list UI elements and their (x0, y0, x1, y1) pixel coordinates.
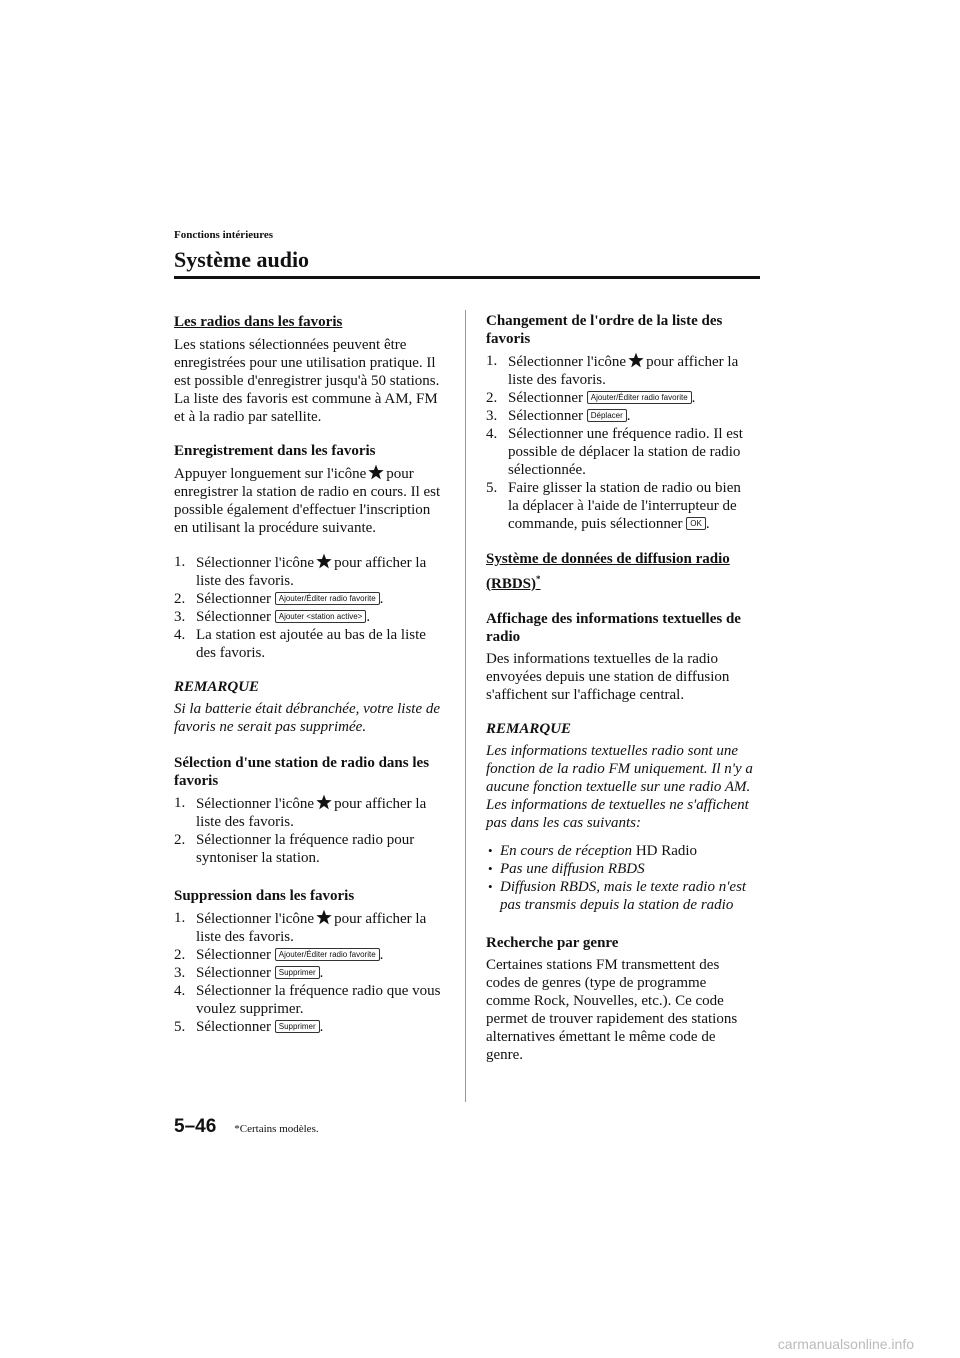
left-column (174, 312, 442, 1052)
genre-para: Certaines stations FM transmettent des codes de genres (type de programme comme Rock, Nouvelles, etc.). Ce code permet de trouver rapidement des stations alternatives émettant le même code de genre. (486, 957, 738, 1063)
note-bullets (486, 842, 754, 914)
list-item: 3. Sélectionner Ajouter <station active> . (174, 609, 371, 625)
favorites-intro: Les stations sélectionnées peuvent être enregistrées pour une utilisation pratique. Il est possible d'enregistrer jusqu'à 50 stations. La liste des favoris est commune à AM, FM et à la radio par satellite. (174, 337, 440, 425)
delete-button[interactable]: Supprimer (275, 966, 320, 979)
right-column (486, 312, 754, 1080)
list-item: • Diffusion RBDS, mais le texte radio n'est pas transmis depuis la station de radio (488, 879, 747, 913)
list-item: 1. Sélectionner l'icône pour afficher la liste des favoris. (174, 910, 427, 945)
page-footer (174, 1116, 319, 1138)
heading-genre-search: Recherche par genre (486, 935, 619, 951)
list-item: 4. Sélectionner la fréquence radio que vous voulez supprimer. (174, 983, 441, 1017)
star-icon (628, 352, 644, 368)
star-icon (316, 553, 332, 569)
delete-steps (174, 909, 442, 1036)
note-text: Les informations textuelles radio sont une fonction de la radio FM uniquement. Il n'y a aucune fonction textuelle sur une radio AM. Les informations de textuelles ne s'affichent pas dans les cas suivants: (486, 743, 753, 831)
note-title: REMARQUE (486, 721, 572, 737)
heading-text-info: Affichage des informations textuelles de radio (486, 611, 741, 645)
heading-register: Enregistrement dans les favoris (174, 443, 376, 459)
register-intro: Appuyer longuement sur l'icône pour enregistrer la station de radio en cours. Il est possible également d'effectuer l'inscription en utilisant la procédure suivante. (174, 466, 441, 536)
add-edit-favorite-button[interactable]: Ajouter/Éditer radio favorite (275, 592, 380, 605)
list-item: • En cours de réception HD Radio (488, 843, 698, 859)
add-edit-favorite-button[interactable]: Ajouter/Éditer radio favorite (275, 948, 380, 961)
list-item: 4. Sélectionner une fréquence radio. Il est possible de déplacer la station de radio sélectionnée. (486, 426, 743, 478)
column-divider (465, 310, 466, 1102)
list-item: 2. Sélectionner Ajouter/Éditer radio favorite . (486, 390, 696, 406)
list-item: 2. Sélectionner Ajouter/Éditer radio favorite . (174, 947, 384, 963)
list-item: 5. Faire glisser la station de radio ou bien la déplacer à l'aide de l'interrupteur de commande, puis sélectionner OK . (486, 480, 741, 532)
note-text: Si la batterie était débranchée, votre liste de favoris ne serait pas supprimée. (174, 701, 441, 735)
list-item: 5. Sélectionner Supprimer . (174, 1019, 324, 1035)
list-item: 2. Sélectionner Ajouter/Éditer radio favorite . (174, 591, 384, 607)
list-item: 3. Sélectionner Déplacer . (486, 408, 631, 424)
delete-button[interactable]: Supprimer (275, 1020, 320, 1033)
select-steps (174, 794, 442, 867)
list-item: 1. Sélectionner l'icône pour afficher la liste des favoris. (174, 795, 427, 830)
text-info-para: Des informations textuelles de la radio envoyées depuis une station de diffusion s'affichent sur l'affichage central. (486, 651, 730, 703)
heading-delete: Suppression dans les favoris (174, 888, 355, 904)
heading-select: Sélection d'une station de radio dans les favoris (174, 755, 430, 789)
heading-rbds: Système de données de diffusion radio (RBDS)* (486, 551, 730, 592)
heading-reorder: Changement de l'ordre de la liste des favoris (486, 313, 723, 347)
star-icon (316, 909, 332, 925)
heading-favorites: Les radios dans les favoris (174, 314, 343, 330)
list-item: 1. Sélectionner l'icône pour afficher la liste des favoris. (486, 353, 739, 388)
list-item: • Pas une diffusion RBDS (488, 861, 645, 877)
list-item: 3. Sélectionner Supprimer . (174, 965, 324, 981)
reorder-steps (486, 352, 754, 533)
section-label: Fonctions intérieures (174, 229, 274, 241)
register-steps (174, 553, 442, 662)
add-edit-favorite-button[interactable]: Ajouter/Éditer radio favorite (587, 391, 692, 404)
header-rule (174, 276, 760, 279)
page-header (174, 228, 760, 274)
ok-button[interactable]: OK (686, 517, 706, 530)
list-item: 2. Sélectionner la fréquence radio pour syntoniser la station. (174, 832, 415, 866)
add-active-station-button[interactable]: Ajouter <station active> (275, 610, 367, 623)
page-number: 5–46 (174, 1116, 217, 1137)
list-item: 1. Sélectionner l'icône pour afficher la liste des favoris. (174, 554, 427, 589)
move-button[interactable]: Déplacer (587, 409, 627, 422)
watermark: carmanualsonline.info (777, 1336, 914, 1352)
list-item: 4. La station est ajoutée au bas de la liste des favoris. (174, 627, 426, 661)
note-title: REMARQUE (174, 679, 260, 695)
footnote: *Certains modèles. (234, 1123, 319, 1135)
star-icon (368, 464, 384, 480)
page-title: Système audio (174, 247, 310, 272)
star-icon (316, 794, 332, 810)
footnote-marker: * (536, 574, 541, 584)
